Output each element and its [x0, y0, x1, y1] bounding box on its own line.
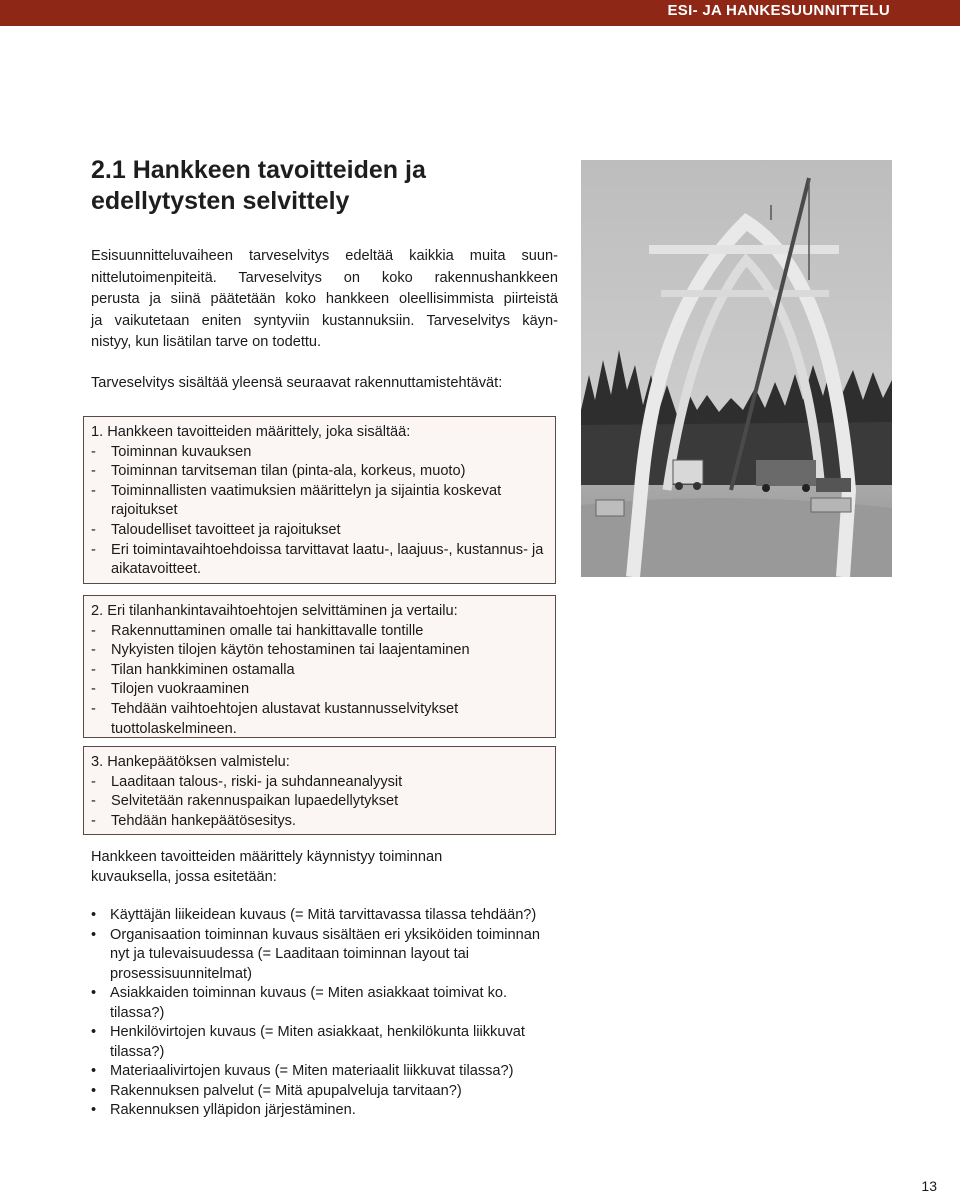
task-box-alternatives — [83, 595, 556, 738]
dash-icon: - — [91, 642, 96, 659]
intro-line: nittelutoimenpiteitä. Tarveselvitys on koko rakennushankkeen — [91, 269, 558, 286]
bullet-item: • Käyttäjän liikeidean kuvaus (= Mitä tarvittavassa tilassa tehdään?) — [91, 906, 561, 926]
intro-line: Esisuunnitteluvaiheen tarveselvitys edeltää kaikkia muita suun- — [91, 248, 558, 264]
description-line: Hankkeen tavoitteiden määrittely käynnistyy toiminnan — [91, 849, 443, 865]
bullet-item: • Asiakkaiden toiminnan kuvaus (= Miten asiakkaat toimivat ko. tilassa?) — [91, 985, 508, 1021]
task-box-title: 2. Eri tilanhankintavaihtoehtojen selvittäminen ja vertailu: — [91, 603, 458, 619]
tasks-lead: Tarveselvitys sisältää yleensä seuraavat rakennuttamistehtävät: — [91, 375, 503, 391]
dash-icon: - — [91, 793, 96, 810]
task-box-title: 3. Hankepäätöksen valmistelu: — [91, 754, 290, 770]
dash-icon: - — [91, 812, 96, 829]
intro-line: perusta ja siinä päätetään koko hankkeen oleellisimmista piirteistä — [91, 291, 558, 307]
header-bar — [0, 0, 960, 26]
dash-icon: - — [91, 773, 96, 790]
task-item: - Nykyisten tilojen käytön tehostaminen tai laajentaminen — [91, 641, 549, 661]
intro-line: nistyy, kun lisätilan tarve on todettu. — [91, 334, 322, 350]
arch-construction-illustration — [581, 160, 892, 577]
dash-icon: - — [91, 482, 96, 499]
intro-line: ja vaikutetaan eniten syntyviin kustannuksiin. Tarveselvitys käyn- — [91, 312, 558, 329]
task-item: - Toiminnan kuvauksen — [91, 443, 549, 463]
dash-icon: - — [91, 443, 96, 460]
heading-line: 2.1 Hankkeen tavoitteiden ja — [91, 156, 426, 184]
dash-icon: - — [91, 681, 96, 698]
dash-icon: - — [91, 700, 96, 717]
task-item: - Tilojen vuokraaminen — [91, 680, 549, 700]
section-label: ESI- JA HANKESUUNNITTELU — [667, 2, 890, 19]
bullet-icon: • — [91, 1102, 97, 1118]
description-line: kuvauksella, jossa esitetään: — [91, 869, 277, 885]
task-item: - Laaditaan talous-, riski- ja suhdanneanalyysit — [91, 773, 549, 793]
task-item: - Tehdään vaihtoehtojen alustavat kustannusselvitykset tuottolaskelmineen. — [91, 700, 459, 737]
heading-line: edellytysten selvittely — [91, 187, 350, 215]
bullet-icon: • — [91, 1063, 97, 1079]
task-item: - Toiminnan tarvitseman tilan (pinta-ala, korkeus, muoto) — [91, 462, 549, 482]
task-item: - Toiminnallisten vaatimuksien määrittelyn ja sijaintia koskevat rajoitukset — [91, 482, 502, 519]
bullet-item: • Materiaalivirtojen kuvaus (= Miten materiaalit liikkuvat tilassa?) — [91, 1062, 561, 1082]
page-heading — [91, 155, 561, 217]
task-item: - Taloudelliset tavoitteet ja rajoitukset — [91, 521, 549, 541]
dash-icon: - — [91, 541, 96, 558]
bullet-icon: • — [91, 926, 97, 943]
bullet-icon: • — [91, 1082, 97, 1099]
task-list — [91, 773, 549, 832]
bullet-icon: • — [91, 1024, 97, 1040]
intro-paragraph — [91, 246, 558, 354]
description-paragraph — [91, 847, 561, 887]
task-item: - Tilan hankkiminen ostamalla — [91, 661, 549, 681]
bullet-icon: • — [91, 985, 97, 1001]
task-item: - Eri toimintavaihtoehdoissa tarvittavat laatu-, laajuus-, kustannus- ja aikatavoitteet. — [91, 541, 544, 578]
task-list — [91, 443, 549, 580]
task-item: - Rakennuttaminen omalle tai hankittavalle tontille — [91, 622, 549, 642]
bullet-item: • Organisaation toiminnan kuvaus sisältäen eri yksiköiden toiminnan nyt ja tulevaisuudessa (= Laaditaan toiminnan layout tai prosessisuunnitelmat) — [91, 926, 540, 982]
dash-icon: - — [91, 661, 96, 678]
task-item: - Selvitetään rakennuspaikan lupaedellytykset — [91, 792, 549, 812]
bullet-item: • Henkilövirtojen kuvaus (= Miten asiakkaat, henkilökunta liikkuvat tilassa?) — [91, 1024, 525, 1060]
dash-icon: - — [91, 622, 96, 639]
task-box-objectives — [83, 416, 556, 584]
task-item: - Tehdään hankepäätösesitys. — [91, 812, 549, 832]
bullet-item: • Rakennuksen palvelut (= Mitä apupalveluja tarvitaan?) — [91, 1082, 561, 1102]
page-number: 13 — [921, 1178, 937, 1194]
task-list — [91, 622, 549, 740]
construction-photo — [581, 160, 892, 577]
task-box-decision — [83, 746, 556, 835]
task-box-title: 1. Hankkeen tavoitteiden määrittely, joka sisältää: — [91, 424, 411, 440]
bullet-item: • Rakennuksen ylläpidon järjestäminen. — [91, 1101, 561, 1121]
dash-icon: - — [91, 521, 96, 538]
bullet-icon: • — [91, 907, 97, 923]
dash-icon: - — [91, 463, 96, 480]
description-bullet-list — [91, 906, 561, 1121]
